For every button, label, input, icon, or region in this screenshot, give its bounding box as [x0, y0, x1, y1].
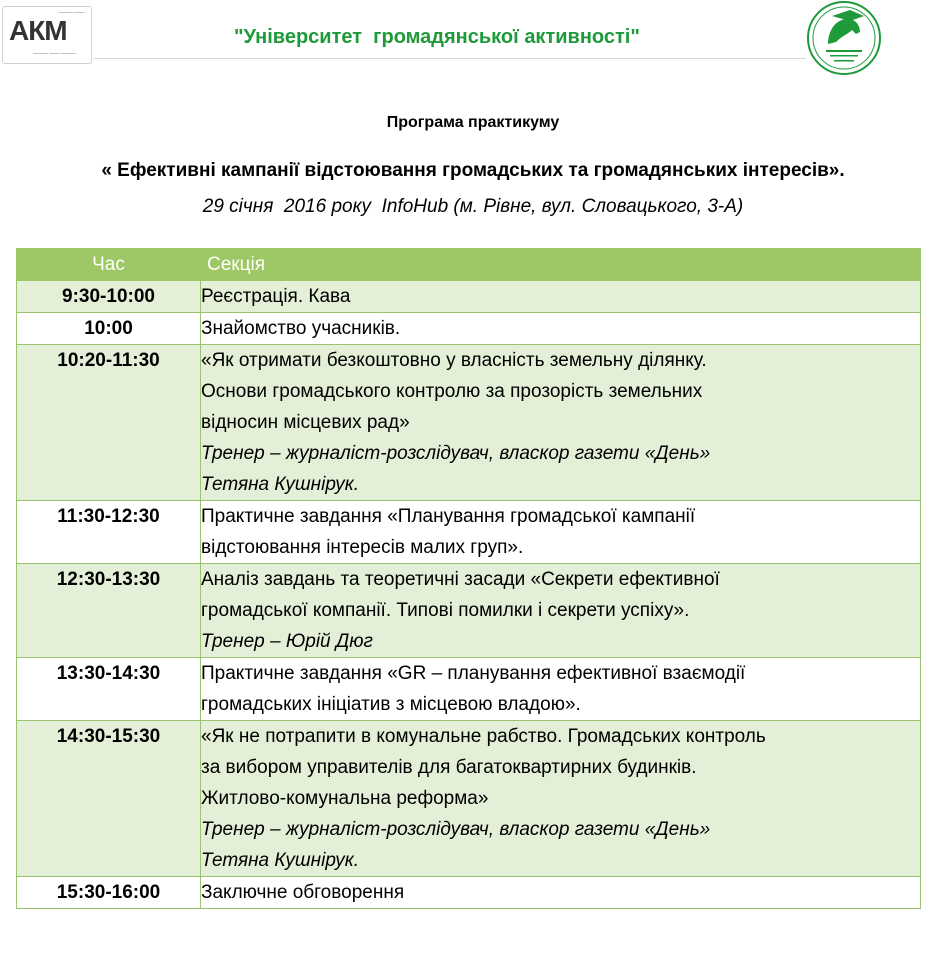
section-text-line: відносин місцевих рад» [201, 412, 410, 433]
table-row [17, 721, 921, 877]
page-header [0, 0, 946, 70]
section-text-line: відстоювання інтересів малих груп». [201, 537, 524, 558]
schedule-table [16, 248, 921, 909]
akm-logo-tagline-top: ——— —— [58, 10, 85, 16]
akm-logo [2, 6, 92, 64]
row-time: 15:30-16:00 [17, 877, 201, 909]
row-section [201, 564, 921, 658]
schedule-body [17, 281, 921, 909]
section-text-line: «Як отримати безкоштовно у власність земельну ділянку. [201, 350, 707, 371]
event-date-location: 29 січня 2016 року InfoHub (м. Рівне, вул. Словацького, 3-А) [202, 196, 744, 217]
program-title: Програма практикуму [386, 114, 560, 131]
main-title: « Ефективні кампанії відстоювання громадських та громадянських інтересів». [101, 160, 845, 181]
row-section [201, 721, 921, 877]
akm-logo-text: АКМ [9, 15, 67, 46]
university-title: "Університет громадянської активності" [234, 26, 640, 48]
section-text-line: Заключне обговорення [201, 882, 405, 903]
header-divider [94, 58, 806, 59]
section-text-line: Практичне завдання «GR – планування ефективної взаємодії [201, 663, 746, 684]
column-header-time: Час [17, 249, 201, 281]
table-row [17, 658, 921, 721]
row-section [201, 877, 921, 909]
section-text-line: громадських ініціатив з місцевою владою». [201, 694, 581, 715]
row-section [201, 313, 921, 345]
row-section [201, 658, 921, 721]
row-time: 9:30-10:00 [17, 281, 201, 313]
section-text-line: Основи громадського контролю за прозорість земельних [201, 381, 703, 402]
row-section [201, 345, 921, 501]
table-row [17, 564, 921, 658]
row-time: 10:20-11:30 [17, 345, 201, 501]
row-time: 14:30-15:30 [17, 721, 201, 877]
table-row [17, 345, 921, 501]
section-text-line: «Як не потрапити в комунальне рабство. Громадських контроль [201, 726, 766, 747]
section-text-line: Знайомство учасників. [201, 318, 401, 339]
row-time: 11:30-12:30 [17, 501, 201, 564]
section-text-line: Житлово-комунальна реформа» [201, 788, 489, 809]
table-row [17, 281, 921, 313]
trainer-line: Тренер – журналіст-розслідувач, власкор газети «День» [201, 443, 711, 464]
table-row [17, 313, 921, 345]
section-text-line: за вибором управителів для багатоквартирних будинків. [201, 757, 697, 778]
trainer-line: Тетяна Кушнірук. [201, 850, 360, 871]
akm-logo-tagline-bottom: ——— —— ——— [33, 51, 76, 57]
section-text-line: Практичне завдання «Планування громадської кампанії [201, 506, 696, 527]
row-section [201, 281, 921, 313]
section-text-line: Аналіз завдань та теоретичні засади «Секрети ефективної [201, 569, 720, 590]
table-row [17, 501, 921, 564]
row-time: 10:00 [17, 313, 201, 345]
section-text-line: Реєстрація. Кава [201, 286, 351, 307]
row-time: 12:30-13:30 [17, 564, 201, 658]
row-time: 13:30-14:30 [17, 658, 201, 721]
column-header-section: Секція [201, 249, 921, 281]
trainer-line: Тетяна Кушнірук. [201, 474, 360, 495]
trainer-line: Тренер – журналіст-розслідувач, власкор газети «День» [201, 819, 711, 840]
table-header-row [17, 249, 921, 281]
trainer-line: Тренер – Юрій Дюг [201, 631, 373, 652]
section-text-line: громадської компанії. Типові помилки і секрети успіху». [201, 600, 690, 621]
university-seal-icon [806, 0, 882, 76]
row-section [201, 501, 921, 564]
table-row [17, 877, 921, 909]
